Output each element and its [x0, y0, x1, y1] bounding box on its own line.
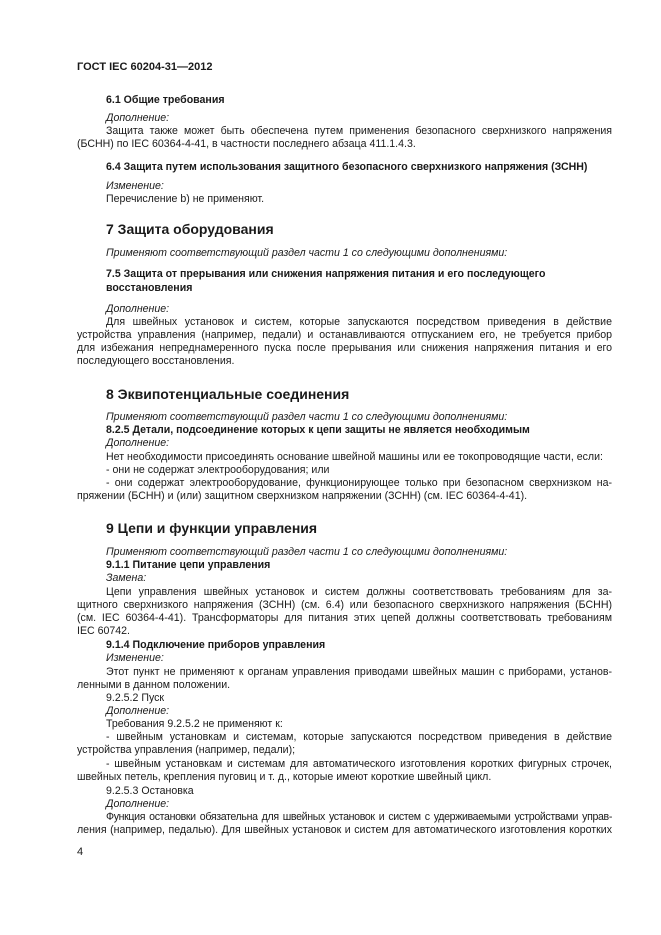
paragraph-line: устройства управления (например, педали); — [77, 744, 296, 756]
subsection-heading: 9.1.4 Подключение приборов управления — [106, 639, 326, 651]
paragraph-line: Нет необходимости присоединять основание швейной машины или ее токопроводящие части, если: — [106, 451, 603, 463]
paragraph-line: Функция остановки обязательна для швейных установок и систем с удерживаемыми устройствами управ- — [106, 811, 612, 823]
paragraph-line: пряжении (БСНН) и (или) защитном сверхнизком напряжении (ЗСНН) (см. IEC 60364-4-41). — [77, 490, 528, 502]
paragraph-line: Требования 9.2.5.2 не применяют к: — [106, 718, 283, 730]
paragraph-line: Защита также может быть обеспечена путем применения безопасного сверхнизкого напряжения — [106, 125, 612, 137]
note-label: Применяют соответствующий раздел части 1 со следующими дополнениями: — [106, 247, 508, 259]
paragraph-line: ления (например, педалью). Для швейных установок и систем для автоматического изготовления коротких — [77, 824, 612, 836]
paragraph-line: (БСНН) по IEC 60364-4-41, в частности последнего абзаца 411.1.4.3. — [77, 138, 416, 150]
subsection-heading: 7.5 Защита от прерывания или снижения напряжения питания и его последующего — [106, 268, 546, 280]
paragraph-line: Цепи управления швейных установок и систем должны соответствовать требованиям для за- — [106, 586, 612, 598]
note-label: Дополнение: — [106, 112, 170, 124]
document-header: ГОСТ IEC 60204-31—2012 — [77, 61, 213, 73]
paragraph-line: Для швейных установок и систем, которые запускаются посредством приведения в действие — [106, 316, 612, 328]
paragraph-line: (см. IEC 60364-4-41). Трансформаторы для питания этих цепей должны соответствовать требованиям — [77, 612, 612, 624]
subsection-heading: 9.1.1 Питание цепи управления — [106, 559, 271, 571]
subsection-heading: 8.2.5 Детали, подсоединение которых к цепи защиты не является необходимым — [106, 424, 530, 436]
paragraph-line: Перечисление b) не применяют. — [106, 193, 265, 205]
subsection-heading: восстановления — [106, 282, 193, 294]
paragraph-line: ленными в данном положении. — [77, 679, 231, 691]
list-item: - они содержат электрооборудование, функционирующее только при безопасном сверхнизком на- — [106, 477, 612, 489]
paragraph-line: Этот пункт не применяют к органам управления приводами швейных машин с приборами, установ- — [106, 666, 612, 678]
paragraph-line: последующего восстановления. — [77, 355, 235, 367]
subsection-heading: 6.4 Защита путем использования защитного безопасного сверхнизкого напряжения (ЗСНН) — [106, 161, 588, 173]
paragraph-line: щитного сверхнизкого напряжения (ЗСНН) (см. 6.4) или безопасного сверхнизкого напряжения (БСНН) — [77, 599, 612, 611]
note-label: Дополнение: — [106, 705, 170, 717]
section-heading: 7 Защита оборудования — [106, 221, 274, 237]
note-label: Дополнение: — [106, 437, 170, 449]
list-item: - швейным установкам и системам для автоматического изготовления коротких фигурных строчек, — [106, 758, 612, 770]
note-label: Дополнение: — [106, 798, 170, 810]
list-item: - они не содержат электрооборудования; или — [106, 464, 330, 476]
list-item: - швейным установкам и системам, которые запускаются посредством приведения в действие — [106, 731, 612, 743]
note-label: Изменение: — [106, 652, 164, 664]
subsection-heading: 6.1 Общие требования — [106, 94, 225, 106]
page-number: 4 — [77, 846, 84, 858]
clause-number: 9.2.5.2 Пуск — [106, 692, 165, 704]
paragraph-line: IEC 60742. — [77, 625, 131, 637]
section-heading: 9 Цепи и функции управления — [106, 520, 318, 536]
note-label: Дополнение: — [106, 303, 170, 315]
paragraph-line: для избежания непреднамеренного пуска после прерывания или снижения напряжения питания и его — [77, 342, 612, 354]
note-label: Применяют соответствующий раздел части 1 со следующими дополнениями: — [106, 546, 508, 558]
paragraph-line: устройства управления (например, педали) и останавливаются отпусканием его, не требуется прибор — [77, 329, 612, 341]
note-label: Изменение: — [106, 180, 164, 192]
paragraph-line: швейных петель, крепления пуговиц и т. д., которые имеют короткие швейный цикл. — [77, 771, 492, 783]
note-label: Применяют соответствующий раздел части 1 со следующими дополнениями: — [106, 411, 508, 423]
note-label: Замена: — [106, 572, 147, 584]
section-heading: 8 Эквипотенциальные соединения — [106, 386, 350, 402]
clause-number: 9.2.5.3 Остановка — [106, 785, 194, 797]
